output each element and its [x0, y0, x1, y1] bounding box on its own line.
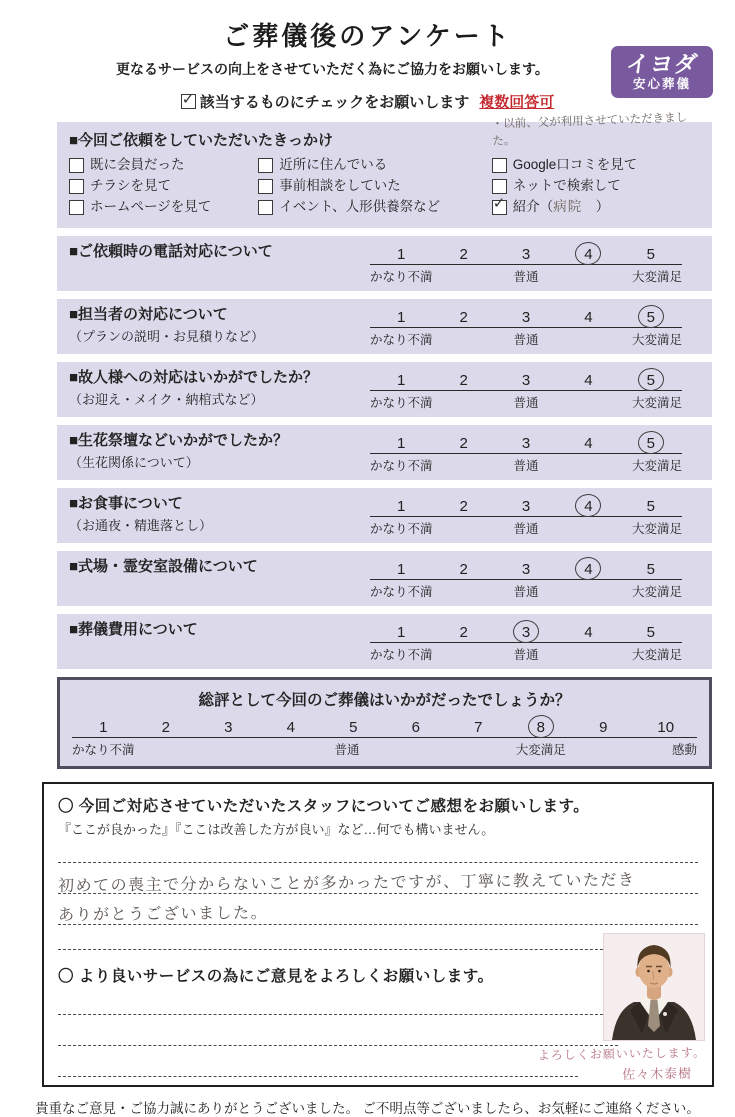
- scale-label-low: かなり不満: [370, 584, 433, 599]
- rating-scale: [370, 369, 682, 411]
- staff-answer-line-2[interactable]: [58, 894, 698, 925]
- scale-number[interactable]: 3: [521, 308, 531, 326]
- scale-number[interactable]: 4: [557, 245, 619, 264]
- footer-thanks-text: 貴重なご意見・ご協力誠にありがとうございました。 ご不明点等ございましたら、お気軽にご連絡ください。: [35, 1100, 700, 1116]
- checkbox-item-neighborhood[interactable]: [258, 156, 491, 174]
- scale-number[interactable]: 3: [495, 623, 557, 642]
- rating-title: ■ご依頼時の電話対応について: [69, 242, 273, 260]
- scale-number[interactable]: 5: [620, 371, 682, 390]
- scale-label-low: かなり不満: [370, 647, 433, 662]
- scale-label-mid: 普通: [513, 395, 539, 410]
- scale-number[interactable]: 5: [646, 623, 655, 641]
- scale-number[interactable]: 5: [646, 560, 655, 578]
- scale-number[interactable]: 7: [474, 718, 483, 736]
- staff-photo: [604, 934, 704, 1040]
- rating-title: ■葬儀費用について: [69, 620, 198, 638]
- scale-label-mid: 普通: [513, 332, 539, 347]
- form-content: [57, 111, 712, 769]
- scale-number[interactable]: 4: [286, 718, 295, 736]
- rating-note: （お迎え・メイク・納棺式など）: [69, 392, 264, 408]
- scale-label-high: 大変満足: [631, 332, 682, 347]
- scale-label-low: かなり不満: [370, 521, 433, 536]
- checkbox-label: チラシを見て: [90, 178, 171, 194]
- scale-number[interactable]: 9: [599, 718, 608, 736]
- checkbox-item-homepage[interactable]: [69, 198, 258, 216]
- rating-row-flowers: [57, 425, 712, 480]
- scale-number[interactable]: 4: [584, 371, 593, 389]
- scale-number[interactable]: 3: [521, 560, 531, 578]
- scale-number[interactable]: 1: [99, 718, 108, 736]
- checkbox-label: 紹介（病院 ）: [512, 199, 610, 216]
- scale-number[interactable]: 2: [459, 560, 468, 578]
- scale-label-mid: 普通: [334, 742, 360, 757]
- page-subtitle: 更なるサービスの向上をさせていただく為にご協力をお願いします。: [116, 63, 549, 78]
- checkbox-icon[interactable]: [492, 200, 507, 215]
- rating-row-deceased-care: [57, 362, 712, 417]
- handwritten-answer: 初めての喪主で分からないことが多かったですが、丁寧に教えていただき: [57, 871, 636, 895]
- staff-signature: 佐々木泰樹: [622, 1065, 693, 1083]
- scale-number[interactable]: 5: [349, 718, 358, 736]
- scale-label-low: かなり不満: [72, 742, 135, 757]
- reason-section: [57, 111, 712, 228]
- checkbox-label: 事前相談をしていた: [279, 178, 401, 194]
- checkbox-label: ホームページを見て: [90, 199, 212, 215]
- scale-number[interactable]: 4: [584, 308, 593, 326]
- answer-line[interactable]: [58, 838, 698, 863]
- rating-scale: [370, 243, 682, 285]
- scale-number[interactable]: 4: [557, 560, 619, 579]
- scale-number[interactable]: 1: [397, 308, 406, 326]
- scale-number[interactable]: 1: [397, 245, 406, 263]
- rating-scale: [370, 495, 682, 537]
- staff-answer-line-1[interactable]: [58, 863, 698, 894]
- rating-note: （生花関係について）: [69, 455, 199, 471]
- checkbox-icon[interactable]: [258, 200, 273, 215]
- scale-number[interactable]: 10: [657, 718, 675, 736]
- scale-label-top: 感動: [671, 742, 697, 757]
- reason-column-2: [258, 153, 491, 220]
- rating-note: （プランの説明・お見積りなど）: [69, 329, 265, 345]
- checkbox-icon[interactable]: [69, 200, 84, 215]
- photo-greeting: よろしくお願いいたします。: [537, 1045, 706, 1063]
- company-logo: [611, 46, 713, 98]
- rating-title: ■担当者の対応について: [69, 305, 228, 323]
- scale-label-low: かなり不満: [370, 395, 433, 410]
- rating-title: ■お食事について: [69, 494, 183, 512]
- answer-line[interactable]: [58, 1046, 578, 1077]
- checkbox-item-event[interactable]: [258, 198, 491, 216]
- rating-row-staff: [57, 299, 712, 354]
- handwritten-answer: ありがとうございました。: [57, 904, 269, 924]
- checkbox-item-google-review[interactable]: [492, 156, 700, 174]
- checkbox-label: ネットで検索して: [512, 178, 621, 194]
- scale-label-low: かなり不満: [370, 458, 433, 473]
- scale-label-high: 大変満足: [631, 521, 682, 536]
- reason-section-title: ■今回ご依頼をしていただいたきっかけ: [69, 132, 334, 149]
- scale-number[interactable]: 2: [459, 497, 468, 515]
- comments-section: [42, 782, 714, 1087]
- overall-rating-section: [57, 677, 712, 769]
- scale-label-mid: 普通: [513, 458, 539, 473]
- answer-line[interactable]: [58, 1015, 618, 1046]
- handwritten-margin-note: ・以前、父が利用させていただきました。: [491, 111, 688, 149]
- scale-number[interactable]: 1: [397, 560, 406, 578]
- rating-title: ■故人様への対応はいかがでしたか？: [69, 368, 319, 386]
- scale-number[interactable]: 1: [397, 623, 406, 641]
- overall-rating-title: 総評として今回のご葬儀はいかがだったでしょうか？: [198, 691, 571, 709]
- checkbox-icon[interactable]: [492, 179, 507, 194]
- handwritten-referral-source: 病院: [553, 199, 583, 216]
- scale-number[interactable]: 2: [459, 308, 468, 326]
- checkbox-icon[interactable]: [258, 179, 273, 194]
- scale-number[interactable]: 4: [584, 623, 593, 641]
- rating-row-phone: [57, 236, 712, 291]
- scale-number[interactable]: 3: [521, 371, 531, 389]
- staff-feedback-title: 〇 今回ご対応させていただいたスタッフについてご感想をお願いします。: [58, 797, 590, 815]
- checkbox-item-consultation[interactable]: [258, 177, 491, 195]
- multiple-answers-note: 複数回答可: [479, 94, 555, 111]
- scale-number[interactable]: 2: [161, 718, 170, 736]
- survey-page: [0, 16, 735, 1116]
- scale-number[interactable]: 5: [646, 497, 655, 515]
- checkbox-label: イベント、人形供養祭など: [279, 199, 441, 215]
- checkbox-label: Google口コミを見て: [512, 157, 638, 172]
- checkbox-icon[interactable]: [69, 158, 84, 173]
- scale-number[interactable]: 6: [411, 718, 420, 736]
- service-feedback-title: 〇 より良いサービスの為にご意見をよろしくお願いします。: [58, 967, 494, 985]
- scale-number[interactable]: 5: [646, 245, 655, 263]
- scale-label-low: かなり不満: [370, 332, 433, 347]
- checkbox-label: 既に会員だった: [90, 157, 185, 172]
- scale-label-mid: 普通: [513, 269, 539, 284]
- scale-number[interactable]: 4: [584, 434, 593, 452]
- scale-label-high: 大変満足: [631, 584, 682, 599]
- reason-column-1: [69, 153, 258, 220]
- checkbox-item-referral[interactable]: [492, 198, 700, 216]
- scale-number[interactable]: 8: [510, 718, 573, 737]
- rating-scale: [370, 621, 682, 663]
- scale-number[interactable]: 5: [620, 434, 682, 453]
- answer-line[interactable]: [58, 925, 618, 950]
- rating-scale: [370, 558, 682, 600]
- scale-label-high: 大変満足: [631, 458, 682, 473]
- scale-label-high: 大変満足: [515, 742, 566, 757]
- rating-scale: [370, 306, 682, 348]
- checkbox-item-flyer[interactable]: [69, 177, 258, 195]
- scale-label-mid: 普通: [513, 647, 539, 662]
- reason-column-3: [492, 153, 700, 220]
- logo-sub-text: 安心葬儀: [632, 77, 691, 92]
- rating-note: （お通夜・精進落とし）: [69, 518, 213, 534]
- scale-number[interactable]: 2: [459, 434, 468, 452]
- overall-scale-labels: [72, 740, 697, 758]
- checkbox-icon[interactable]: [258, 158, 273, 173]
- scale-number[interactable]: 3: [224, 718, 233, 736]
- rating-row-facilities: [57, 551, 712, 606]
- scale-label-high: 大変満足: [631, 647, 682, 662]
- scale-number[interactable]: 1: [397, 497, 406, 515]
- rating-scale: [370, 432, 682, 474]
- scale-label-low: かなり不満: [370, 269, 433, 284]
- checkbox-label: 近所に住んでいる: [279, 157, 388, 172]
- scale-number[interactable]: 5: [620, 308, 682, 327]
- scale-label-mid: 普通: [513, 584, 539, 599]
- checkbox-item-internet-search[interactable]: [492, 177, 700, 195]
- scale-number[interactable]: 3: [521, 497, 531, 515]
- check-instruction-text: 該当するものにチェックをお願いします: [199, 94, 470, 111]
- checked-checkbox-icon: [181, 94, 196, 109]
- scale-label-mid: 普通: [513, 521, 539, 536]
- checkbox-item-member[interactable]: [69, 156, 258, 174]
- answer-line[interactable]: [58, 986, 618, 1015]
- rating-row-cost: [57, 614, 712, 669]
- rating-row-meals: [57, 488, 712, 543]
- scale-number[interactable]: 2: [459, 371, 468, 389]
- overall-rating-scale: [72, 718, 697, 738]
- checkbox-icon[interactable]: [69, 179, 84, 194]
- scale-number[interactable]: 3: [521, 434, 531, 452]
- scale-label-high: 大変満足: [631, 395, 682, 410]
- scale-number[interactable]: 1: [397, 434, 406, 452]
- scale-number[interactable]: 4: [557, 497, 619, 516]
- scale-number[interactable]: 1: [397, 371, 406, 389]
- scale-number[interactable]: 3: [521, 245, 531, 263]
- staff-feedback-hint: 『ここが良かった』『ここは改善した方が良い』など…何でも構いません。: [58, 821, 495, 837]
- scale-number[interactable]: 2: [459, 623, 468, 641]
- scale-number[interactable]: 2: [459, 245, 468, 263]
- logo-brand-text: イヨダ: [624, 51, 700, 78]
- page-title: ご葬儀後のアンケート: [223, 22, 512, 51]
- scale-label-high: 大変満足: [631, 269, 682, 284]
- checkbox-icon[interactable]: [492, 158, 507, 173]
- rating-title: ■式場・霊安室設備について: [69, 557, 258, 575]
- rating-title: ■生花祭壇などいかがでしたか？: [69, 431, 289, 449]
- staff-photo-caption: [538, 1042, 707, 1087]
